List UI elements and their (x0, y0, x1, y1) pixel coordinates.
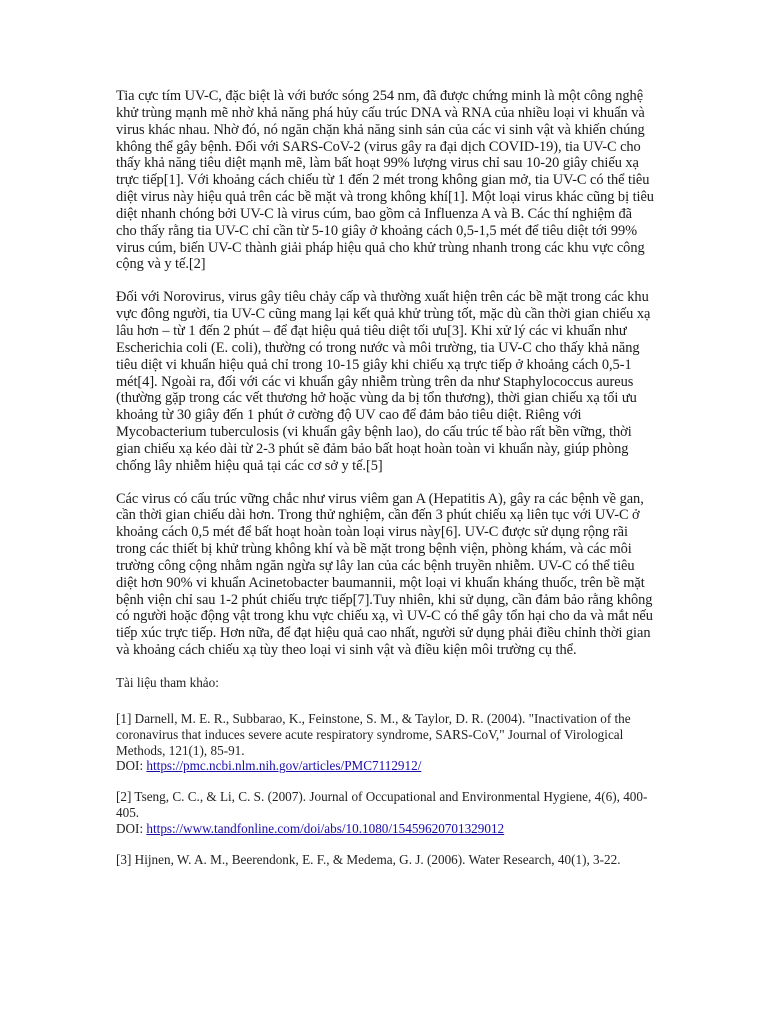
paragraph-hepatitis-safety: Các virus có cấu trúc vững chắc như virus viêm gan A (Hepatitis A), gây ra các bệnh về gan, cần thời gian chiếu dài hơn. Trong thử nghiệm, cần đến 3 phút chiếu xạ liên tục với UV-C ở khoảng cách 0,5 mét để bất hoạt hoàn toàn loại virus này[6]. UV-C được sử dụng rộng rãi trong các thiết bị khử trùng không khí và bề mặt trong bệnh viện, phòng khám, và các môi trường công cộng nhằm ngăn ngừa sự lây lan của các bệnh truyền nhiễm. UV-C có thể tiêu diệt hơn 90% vi khuẩn Acinetobacter baumannii, một loại vi khuẩn kháng thuốc, trên bề mặt bệnh viện chỉ sau 1-2 phút chiếu trực tiếp[7].Tuy nhiên, khi sử dụng, cần đảm bảo rằng không có người hoặc động vật trong khu vực chiếu xạ, vì UV-C có thể gây tổn hại cho da và mắt nếu tiếp xúc trực tiếp. Hơn nữa, để đạt hiệu quả cao nhất, người sử dụng phải điều chỉnh thời gian và khoảng cách chiếu xạ tùy theo loại vi sinh vật và điều kiện môi trường cụ thể. (116, 490, 653, 659)
reference-2-doi-link[interactable]: https://www.tandfonline.com/doi/abs/10.1080/15459620701329012 (146, 820, 505, 836)
paragraph-uvc-sars-cov-2: Tia cực tím UV-C, đặc biệt là với bước sóng 254 nm, đã được chứng minh là một công nghệ khử trùng mạnh mẽ nhờ khả năng phá hủy cấu trúc DNA và RNA của nhiều loại vi khuẩn và virus khác nhau. Nhờ đó, nó ngăn chặn khả năng sinh sản của các vi sinh vật và khiến chúng không thể gây bệnh. Đối với SARS-CoV-2 (virus gây ra đại dịch COVID-19), tia UV-C cho thấy khả năng tiêu diệt mạnh mẽ, làm bất hoạt 99% lượng virus chỉ sau 10-20 giây chiếu xạ trực tiếp[1]. Với khoảng cách chiếu từ 1 đến 2 mét trong không gian mở, tia UV-C có thể tiêu diệt virus này hiệu quả trên các bề mặt và trong không khí[1]. Một loại virus khác cũng bị tiêu diệt nhanh chóng bởi UV-C là virus cúm, bao gồm cả Influenza A và B. Các thí nghiệm đã cho thấy rằng tia UV-C chỉ cần từ 5-10 giây ở khoảng cách 0,5-1,5 mét để tiêu diệt tới 99% virus cúm, biến UV-C thành giải pháp hiệu quả cho khử trùng nhanh trong các khu vực công cộng và y tế.[2] (116, 88, 654, 273)
reference-3 (116, 852, 656, 868)
reference-2-citation: [2] Tseng, C. C., & Li, C. S. (2007). Journal of Occupational and Environmental Hygiene, 4(6), 400-405. (116, 789, 648, 820)
reference-2 (116, 789, 656, 836)
reference-1-doi-link[interactable]: https://pmc.ncbi.nlm.nih.gov/articles/PMC7112912/ (146, 758, 422, 774)
references-heading: Tài liệu tham khảo: (116, 675, 219, 690)
reference-1-doi-label: DOI: (116, 758, 147, 774)
reference-1 (116, 711, 656, 774)
reference-2-doi-label: DOI: (116, 820, 147, 836)
document-page (116, 88, 656, 882)
reference-1-citation: [1] Darnell, M. E. R., Subbarao, K., Feinstone, S. M., & Taylor, D. R. (2004). "Inactivation of the coronavirus that induces severe acute respiratory syndrome, SARS-CoV," Journal of Virological Methods, 121(1), 85-91. (116, 711, 631, 758)
paragraph-norovirus-bacteria: Đối với Norovirus, virus gây tiêu chảy cấp và thường xuất hiện trên các bề mặt trong các khu vực đông người, tia UV-C cũng mang lại kết quả khử trùng tốt, mặc dù cần thời gian chiếu xạ lâu hơn – từ 1 đến 2 phút – để đạt hiệu quả tiêu diệt tối ưu[3]. Khi xử lý các vi khuẩn như Escherichia coli (E. coli), thường có trong nước và môi trường, tia UV-C cho thấy khả năng tiêu diệt vi khuẩn hiệu quả chỉ trong 10-15 giây khi chiếu xạ trực tiếp ở khoảng cách 0,5-1 mét[4]. Ngoài ra, đối với các vi khuẩn gây nhiễm trùng trên da như Staphylococcus aureus (thường gặp trong các vết thương hở hoặc vùng da bị tổn thương), thời gian chiếu xạ tối ưu khoảng từ 30 giây đến 1 phút ở cường độ UV cao để đảm bảo tiêu diệt. Riêng với Mycobacterium tuberculosis (vi khuẩn gây bệnh lao), do cấu trúc tế bào rất bền vững, thời gian chiếu xạ kéo dài từ 2-3 phút sẽ đảm bảo bất hoạt hoàn toàn vi khuẩn này, giúp phòng chống lây nhiễm hiệu quả tại các cơ sở y tế.[5] (116, 289, 651, 474)
reference-3-citation: [3] Hijnen, W. A. M., Beerendonk, E. F., & Medema, G. J. (2006). Water Research, 40(1), 3-22. (116, 851, 621, 867)
